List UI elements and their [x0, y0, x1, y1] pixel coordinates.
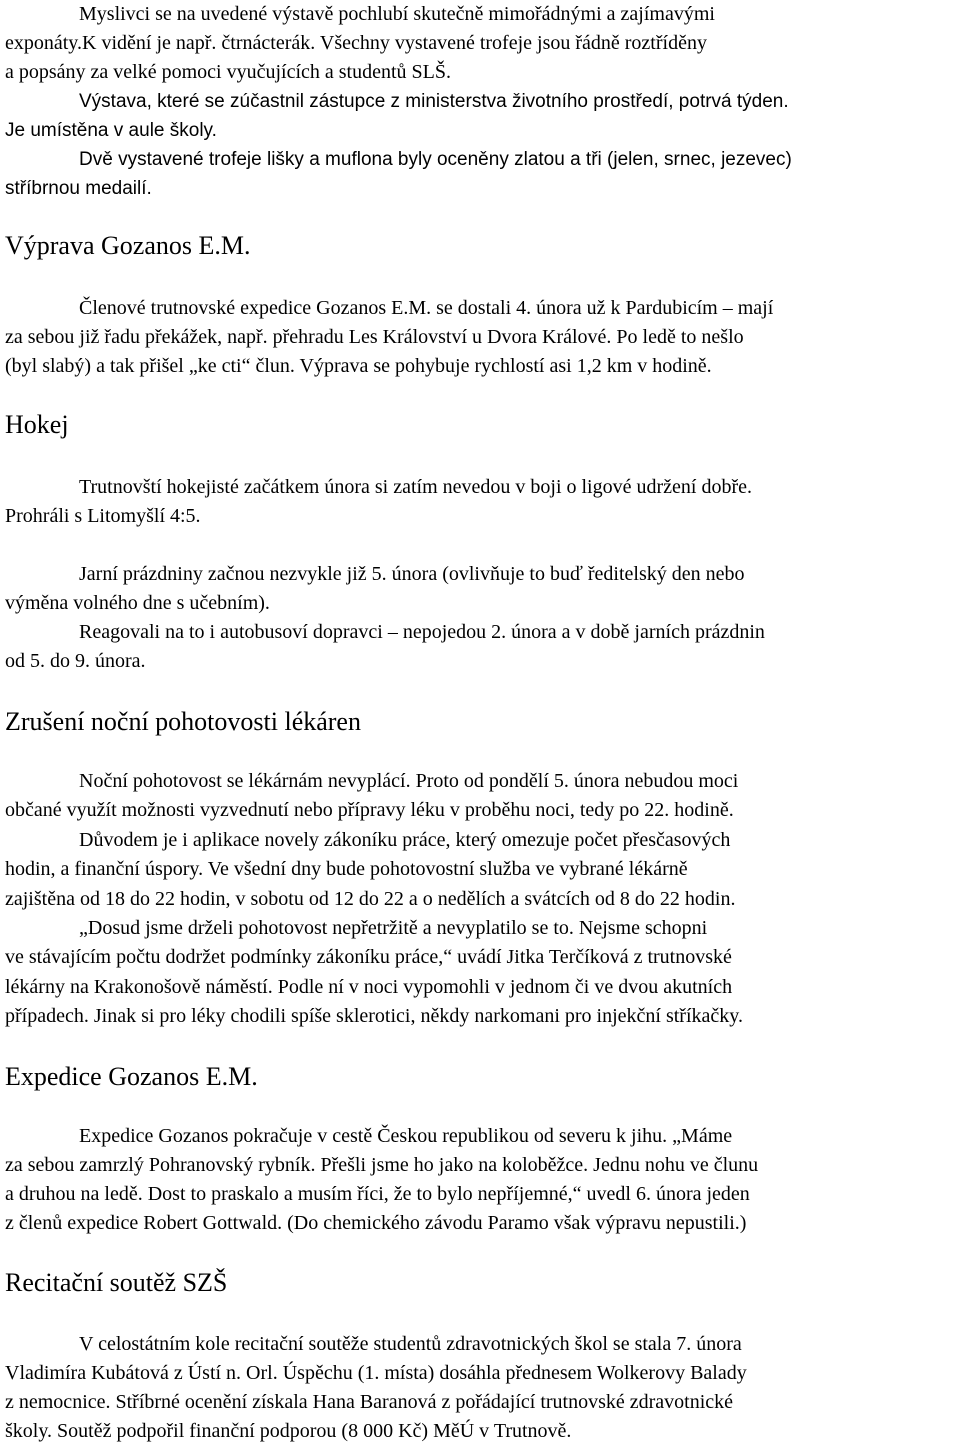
section-heading: Recitační soutěž SZŠ: [5, 1268, 228, 1297]
text-line: Členové trutnovské expedice Gozanos E.M. se dostali 4. února už k Pardubicím – mají: [79, 297, 774, 319]
text-line: „Dosud jsme drželi pohotovost nepřetržitě a nevyplatilo se to. Nejsme schopni: [79, 917, 708, 940]
text-line: od 5. do 9. února.: [5, 650, 146, 672]
section-heading: Hokej: [5, 410, 69, 439]
text-line: lékárny na Krakonošově náměstí. Podle ní v noci vypomohli v jednom či ve dvou akutních: [5, 975, 733, 998]
text-line: výměna volného dne s učebním).: [5, 592, 270, 614]
text-line: a popsány za velké pomoci vyučujících a studentů SLŠ.: [5, 61, 452, 83]
section-paragraph: [5, 767, 955, 1032]
text-line: z nemocnice. Stříbrné ocenění získala Hana Baranová z pořádající trutnovské zdravotnické: [5, 1391, 734, 1413]
text-line: občané využít možnosti vyzvednutí nebo přípravy léku v proběhu noci, tedy po 22. hodině.: [5, 799, 734, 822]
section-paragraph: [5, 1122, 955, 1238]
text-line: Vladimíra Kubátová z Ústí n. Orl. Úspěchu (1. místa) dosáhla přednesem Wolkerovy Balady: [5, 1362, 747, 1384]
text-line: Expedice Gozanos pokračuje v cestě Českou republikou od severu k jihu. „Máme: [79, 1125, 733, 1147]
text-line: za sebou již řadu překážek, např. přehradu Les Království u Dvora Králové. Po ledě to nešlo: [5, 326, 744, 348]
section-paragraph: [5, 294, 955, 381]
section-paragraph: [5, 473, 955, 531]
section-paragraph: [5, 560, 955, 676]
text-line: Trutnovští hokejisté začátkem února si zatím nevedou v boji o ligové udržení dobře.: [79, 476, 752, 498]
text-line: Je umístěna v aule školy.: [5, 120, 217, 141]
text-line: stříbrnou medailí.: [5, 178, 152, 199]
text-line: V celostátním kole recitační soutěže studentů zdravotnických škol se stala 7. února: [79, 1333, 742, 1355]
text-line: (byl slabý) a tak přišel „ke cti“ člun. Výprava se pohybuje rychlostí asi 1,2 km v hodině.: [5, 355, 712, 377]
section-heading: Výprava Gozanos E.M.: [5, 231, 251, 260]
text-line: školy. Soutěž podpořil finanční podporou (8 000 Kč) MěÚ v Trutnově.: [5, 1420, 572, 1442]
text-line: Výstava, které se zúčastnil zástupce z ministerstva životního prostředí, potrvá týden.: [79, 91, 789, 112]
section-paragraph: [5, 1330, 955, 1446]
text-line: Důvodem je i aplikace novely zákoníku práce, který omezuje počet přesčasových: [79, 828, 731, 851]
text-line: a druhou na ledě. Dost to praskalo a musím říci, že to bylo nepříjemné,“ uvedl 6. února jeden: [5, 1183, 750, 1205]
text-line: za sebou zamrzlý Pohranovský rybník. Přešli jsme ho jako na koloběžce. Jednu nohu ve člunu: [5, 1154, 759, 1176]
text-line: případech. Jinak si pro léky chodili spíše sklerotici, někdy narkomani pro injekční stříkačky.: [5, 1005, 743, 1028]
text-line: hodin, a finanční úspory. Ve všední dny bude pohotovostní služba ve vybrané lékárně: [5, 858, 688, 881]
text-line: exponáty.K vidění je např. čtrnácterák. Všechny vystavené trofeje jsou řádně roztříděny: [5, 32, 707, 54]
text-line: z členů expedice Robert Gottwald. (Do chemického závodu Paramo však výpravu nepustili.): [5, 1212, 747, 1234]
text-line: Noční pohotovost se lékárnám nevyplácí. Proto od pondělí 5. února nebudou moci: [79, 770, 739, 792]
text-line: Jarní prázdniny začnou nezvykle již 5. února (ovlivňuje to buď ředitelský den nebo: [79, 563, 745, 585]
intro-paragraph: [5, 0, 955, 203]
text-line: Myslivci se na uvedené výstavě pochlubí skutečně mimořádnými a zajímavými: [79, 3, 715, 25]
text-line: Reagovali na to i autobusoví dopravci – nepojedou 2. února a v době jarních prázdnin: [79, 621, 765, 643]
text-line: ve stávajícím počtu dodržet podmínky zákoníku práce,“ uvádí Jitka Terčíková z trutnovské: [5, 946, 732, 969]
text-line: zajištěna od 18 do 22 hodin, v sobotu od 12 do 22 a o nedělích a svátcích od 8 do 22 hodin.: [5, 887, 736, 910]
section-heading: Zrušení noční pohotovosti lékáren: [5, 707, 361, 736]
section-heading: Expedice Gozanos E.M.: [5, 1062, 258, 1091]
text-line: Prohráli s Litomyšlí 4:5.: [5, 505, 201, 527]
text-line: Dvě vystavené trofeje lišky a muflona byly oceněny zlatou a tři (jelen, srnec, jezevec): [79, 149, 792, 170]
